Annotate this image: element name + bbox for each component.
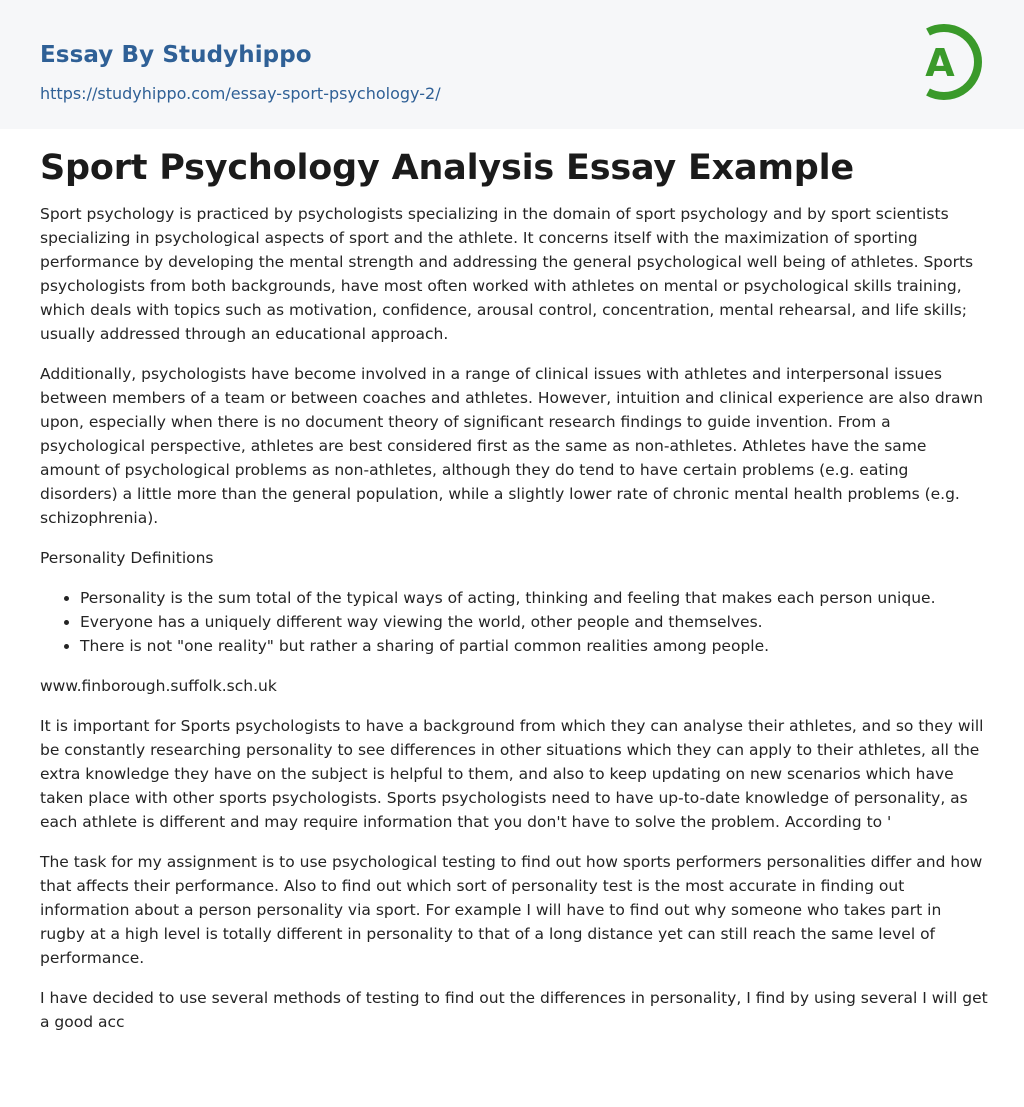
site-header bbox=[0, 0, 1024, 129]
studyhippo-logo-icon[interactable] bbox=[912, 18, 988, 106]
essay-url-link[interactable]: https://studyhippo.com/essay-sport-psychology-2/ bbox=[40, 84, 441, 103]
paragraph-clinical: Additionally, psychologists have become involved in a range of clinical issues with athletes and interpersonal issues between members of a team or between coaches and athletes. However, intuition and clinical experience are also drawn upon, especially when there is no document theory of significant research findings to guide invention. From a psychological perspective, athletes are best considered first as the same as non-athletes. Athletes have the same amount of psychological problems as non-athletes, although they do tend to have certain problems (e.g. eating disorders) a little more than the general population, while a slightly lower rate of chronic mental health problems (e.g. schizophrenia). bbox=[40, 365, 984, 527]
paragraph-background: It is important for Sports psychologists to have a background from which they can analyse their athletes, and so they will be constantly researching personality to see differences in other situations which they can apply to their athletes, all the extra knowledge they have on the subject is helpful to them, and also to keep updating on new scenarios which have taken place with other sports psychologists. Sports psychologists need to have up-to-date knowledge of personality, as each athlete is different and may require information that you don't have to solve the problem. According to ' bbox=[40, 717, 984, 831]
paragraph-assignment: The task for my assignment is to use psychological testing to find out how sports performers personalities differ and how that affects their performance. Also to find out which sort of personality test is the most accurate in finding out information about a person personality via sport. For example I will have to find out why someone who takes part in rugby at a high level is totally different in personality to that of a long distance yet can still reach the same level of performance. bbox=[40, 853, 983, 967]
personality-heading: Personality Definitions bbox=[40, 549, 214, 567]
source-reference: www.finborough.suffolk.sch.uk bbox=[40, 677, 277, 695]
article-title: Sport Psychology Analysis Essay Example bbox=[40, 148, 854, 188]
list-item: • Personality is the sum total of the typical ways of acting, thinking and feeling that makes each person unique. bbox=[80, 586, 990, 610]
list-item: • There is not "one reality" but rather a sharing of partial common realities among people. bbox=[80, 634, 990, 658]
paragraph-methods: I have decided to use several methods of testing to find out the differences in personality, I find by using several I will get a good acc bbox=[40, 989, 988, 1031]
paragraph-intro: Sport psychology is practiced by psychologists specializing in the domain of sport psychology and by sport scientists specializing in psychological aspects of sport and the athlete. It concerns itself with the maximization of sporting performance by developing the mental strength and addressing the general psychological well being of athletes. Sports psychologists from both backgrounds, have most often worked with athletes on mental or psychological skills training, which deals with topics such as motivation, confidence, arousal control, concentration, mental rehearsal, and life skills; usually addressed through an educational approach. bbox=[40, 205, 974, 343]
logo-letter: A bbox=[925, 41, 955, 85]
list-item: • Everyone has a uniquely different way viewing the world, other people and themselves. bbox=[80, 610, 990, 634]
personality-definitions-list bbox=[40, 586, 990, 658]
brand-title[interactable]: Essay By Studyhippo bbox=[40, 42, 312, 68]
article-content bbox=[40, 140, 990, 1050]
